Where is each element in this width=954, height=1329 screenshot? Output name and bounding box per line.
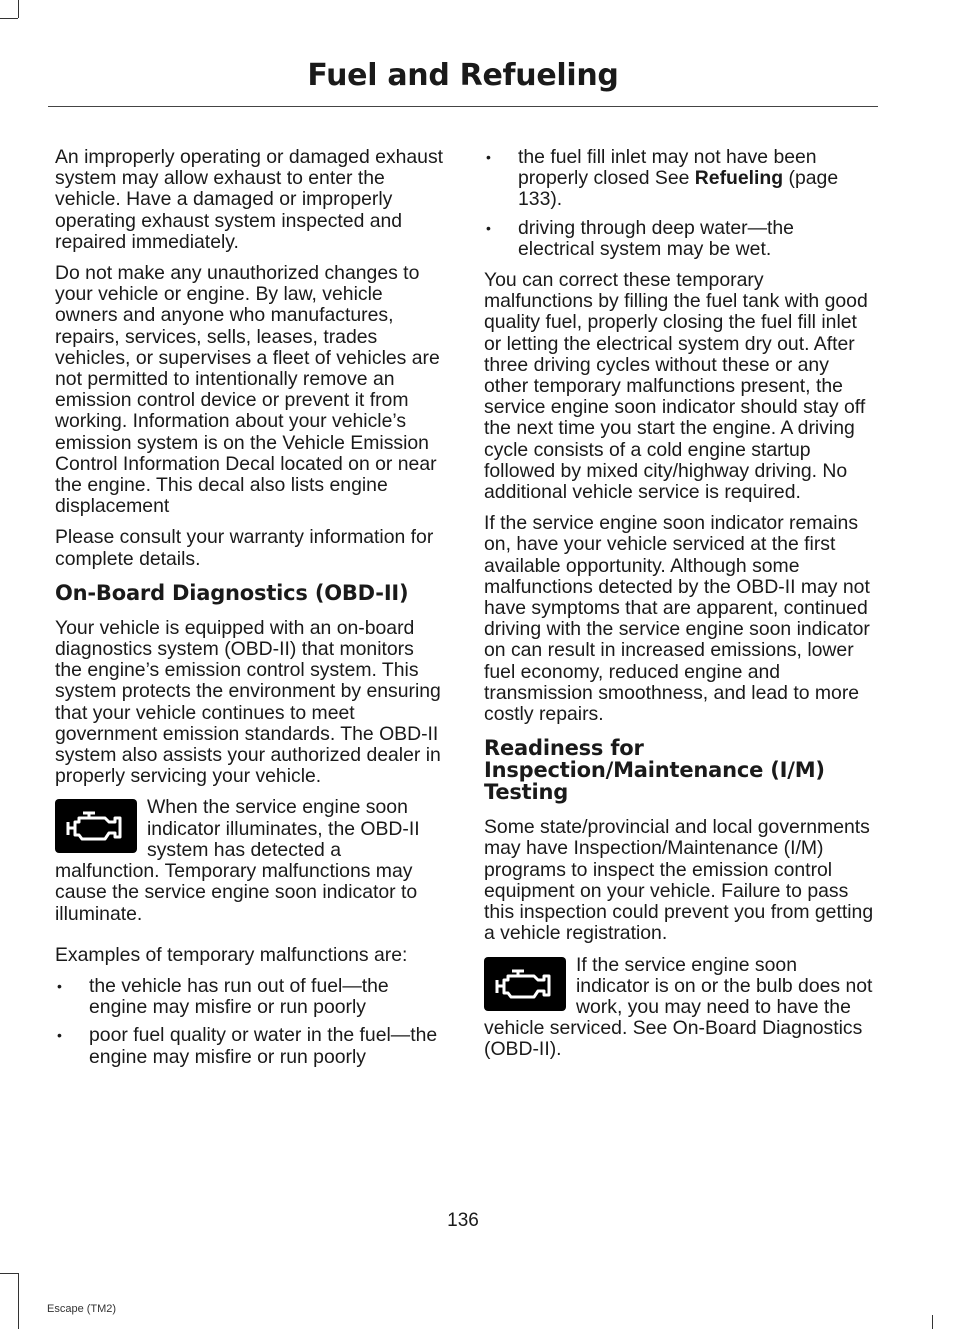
- header-divider: [48, 106, 878, 107]
- exhaust-paragraph: An improperly operating or damaged exhaust system may allow exhaust to enter the vehicle. Have a damaged or improperly operating exhaust system inspected and repaired immediately.: [55, 146, 444, 253]
- malfunction-list: [55, 976, 445, 1068]
- indicator-remains-paragraph: If the service engine soon indicator remains on, have your vehicle serviced at the first available opportunity. Although some malfunctions detected by the OBD-II may not have symptoms that are apparent, continued driving with the service engine soon indicator on can result in increased emissions, lower fuel economy, reduced engine and transmission smoothness, and lead to more costly repairs.: [484, 512, 870, 726]
- page-title: Fuel and Refueling: [307, 58, 619, 93]
- engine-indicator-text: If the service engine soon indicator is on or the bulb does not work, you may need to have the vehicle serviced. See On-Board Diagnostics (OBD-II).: [484, 953, 873, 1061]
- im-programs-paragraph: Some state/provincial and local governments may have Inspection/Maintenance (I/M) programs to inspect the emission control equipment on your vehicle. Failure to pass this inspection could prevent you from getting a vehicle registration.: [484, 816, 874, 945]
- examples-intro: Examples of temporary malfunctions are:: [55, 943, 408, 966]
- refueling-link[interactable]: Refueling: [694, 167, 784, 190]
- crop-mark: [0, 1273, 18, 1274]
- unauthorized-changes-paragraph: Do not make any unauthorized changes to your vehicle or engine. By law, vehicle owners and anyone who manufactures, repairs, services, sells, leases, trades vehicles, or supervises a fleet of vehicles are not permitted to intentionally remove an emission control device or prevent it from working. Information about your vehicle’s emission system is on the Vehicle Emission Control Information Decal located on or near the engine. This decal also lists engine displacement: [55, 262, 440, 518]
- list-item-text: the fuel fill inlet may not have been properly closed See: [518, 146, 817, 190]
- list-item: • poor fuel quality or water in the fuel—the engine may misfire or run poorly: [55, 1025, 445, 1067]
- correct-malfunctions-paragraph: You can correct these temporary malfunctions by filling the fuel tank with good quality fuel, properly closing the fuel fill inlet or letting the electrical system dry out. After three driving cycles without these or any other temporary malfunctions present, the service engine soon indicator should stay off the next time you start the engine. A driving cycle consists of a cold engine startup followed by mixed city/highway driving. No additional vehicle service is required.: [484, 269, 868, 504]
- obd-heading: On-Board Diagnostics (OBD-II): [55, 580, 409, 605]
- malfunction-list-continued: [484, 147, 874, 260]
- engine-indicator-text: When the service engine soon indicator illuminates, the OBD-II system has detected a malfunction. Temporary malfunctions may cause the service engine soon indicator to illuminate.: [55, 796, 420, 925]
- list-item-text: (page 133).: [518, 167, 839, 211]
- list-item: • driving through deep water—the electrical system may be wet.: [484, 218, 874, 260]
- list-item: [484, 147, 874, 211]
- warranty-paragraph: Please consult your warranty information for complete details.: [55, 526, 434, 570]
- footer-model: Escape (TM2): [47, 1303, 117, 1315]
- crop-mark: [932, 1315, 933, 1329]
- page-number: 136: [447, 1210, 479, 1231]
- engine-indicator-note: [55, 797, 445, 924]
- crop-mark: [0, 18, 18, 19]
- check-engine-icon: [55, 799, 137, 853]
- crop-mark: [18, 1273, 19, 1329]
- im-testing-heading: Readiness for Inspection/Maintenance (I/M) Testing: [484, 736, 825, 805]
- list-item: • the vehicle has run out of fuel—the engine may misfire or run poorly: [55, 976, 445, 1018]
- check-engine-icon: [484, 957, 566, 1011]
- engine-indicator-note: [484, 955, 874, 1061]
- right-column: [484, 147, 874, 1061]
- crop-mark: [18, 0, 19, 18]
- obd-paragraph: Your vehicle is equipped with an on-board diagnostics system (OBD-II) that monitors the engine’s emission control system. This system protects the environment by ensuring that your vehicle continues to meet government emission standards. The OBD-II system also assists your authorized dealer in properly servicing your vehicle.: [55, 616, 441, 788]
- left-column: [55, 147, 445, 1078]
